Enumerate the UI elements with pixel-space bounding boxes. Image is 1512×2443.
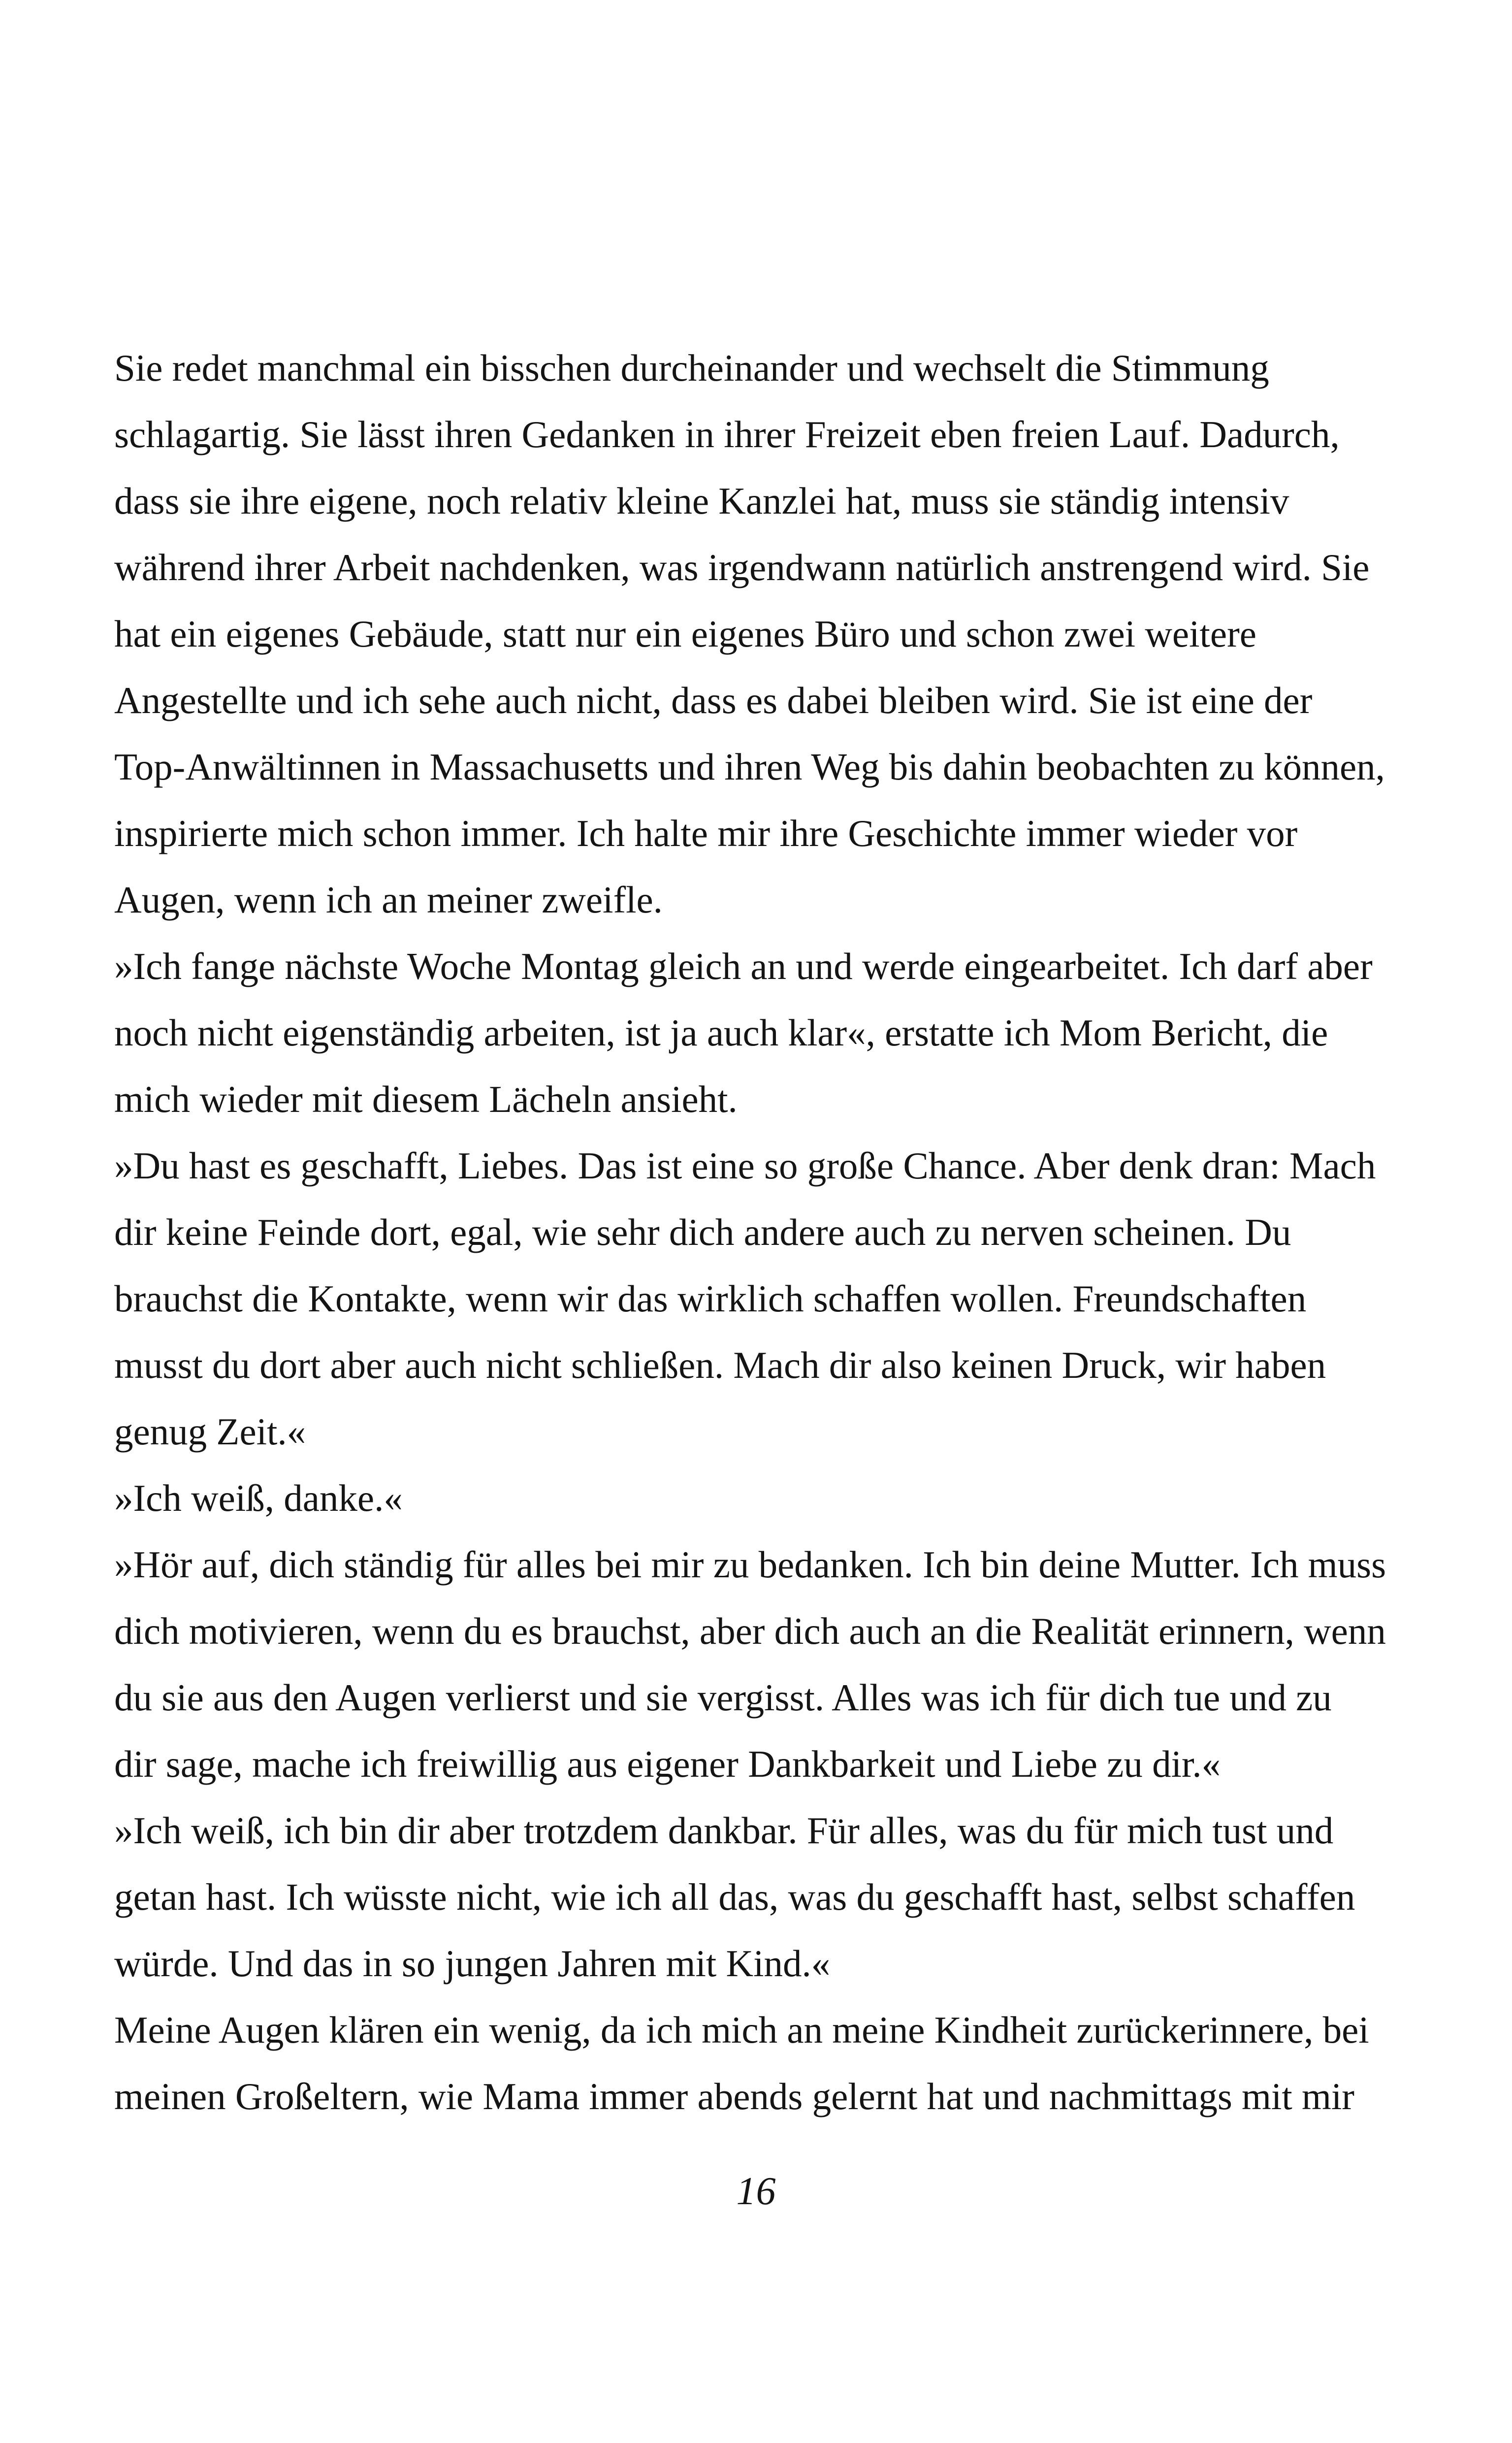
text-line: »Ich weiß, ich bin dir aber trotzdem dankbar. Für alles, was du für mich tust und [114, 1809, 1334, 1852]
text-line: dir sage, mache ich freiwillig aus eigener Dankbarkeit und Liebe zu dir.« [114, 1743, 1221, 1785]
text-line: brauchst die Kontakte, wenn wir das wirklich schaffen wollen. Freundschaften [114, 1277, 1307, 1320]
text-line: Augen, wenn ich an meiner zweifle. [114, 879, 663, 921]
text-line: Sie redet manchmal ein bisschen durcheinander und wechselt die Stimmung [114, 347, 1269, 389]
text-line: noch nicht eigenständig arbeiten, ist ja auch klar«, erstatte ich Mom Bericht, die [114, 1011, 1328, 1054]
text-line: hat ein eigenes Gebäude, statt nur ein eigenes Büro und schon zwei weitere [114, 613, 1256, 655]
text-line: musst du dort aber auch nicht schließen. Mach dir also keinen Druck, wir haben [114, 1344, 1326, 1386]
text-line: getan hast. Ich wüsste nicht, wie ich all das, was du geschafft hast, selbst schaffen [114, 1876, 1355, 1918]
body-text [114, 335, 1444, 2130]
text-line: dass sie ihre eigene, noch relativ kleine Kanzlei hat, muss sie ständig intensiv [114, 480, 1289, 522]
page-number: 16 [736, 2170, 776, 2213]
text-line: würde. Und das in so jungen Jahren mit Kind.« [114, 1942, 831, 1985]
text-line: Top-Anwältinnen in Massachusetts und ihren Weg bis dahin beobachten zu können, [114, 746, 1385, 788]
text-line: mich wieder mit diesem Lächeln ansieht. [114, 1078, 738, 1120]
text-line: genug Zeit.« [114, 1410, 306, 1453]
text-line: »Ich fange nächste Woche Montag gleich an und werde eingearbeitet. Ich darf aber [114, 945, 1373, 987]
text-line: Meine Augen klären ein wenig, da ich mich an meine Kindheit zurückerinnere, bei [114, 2009, 1369, 2051]
text-line: »Hör auf, dich ständig für alles bei mir zu bedanken. Ich bin deine Mutter. Ich muss [114, 1543, 1386, 1586]
text-line: du sie aus den Augen verlierst und sie vergisst. Alles was ich für dich tue und zu [114, 1676, 1332, 1719]
text-line: inspirierte mich schon immer. Ich halte mir ihre Geschichte immer wieder vor [114, 812, 1298, 854]
text-line: »Du hast es geschafft, Liebes. Das ist eine so große Chance. Aber denk dran: Mach [114, 1144, 1376, 1187]
text-line: dich motivieren, wenn du es brauchst, aber dich auch an die Realität erinnern, wenn [114, 1610, 1386, 1652]
text-line: schlagartig. Sie lässt ihren Gedanken in ihrer Freizeit eben freien Lauf. Dadurch, [114, 413, 1340, 456]
text-line: während ihrer Arbeit nachdenken, was irgendwann natürlich anstrengend wird. Sie [114, 546, 1370, 588]
text-line: dir keine Feinde dort, egal, wie sehr dich andere auch zu nerven scheinen. Du [114, 1211, 1291, 1253]
text-line: »Ich weiß, danke.« [114, 1477, 403, 1519]
text-line: meinen Großeltern, wie Mama immer abends gelernt hat und nachmittags mit mir [114, 2075, 1354, 2117]
text-line: Angestellte und ich sehe auch nicht, dass es dabei bleiben wird. Sie ist eine der [114, 679, 1313, 721]
